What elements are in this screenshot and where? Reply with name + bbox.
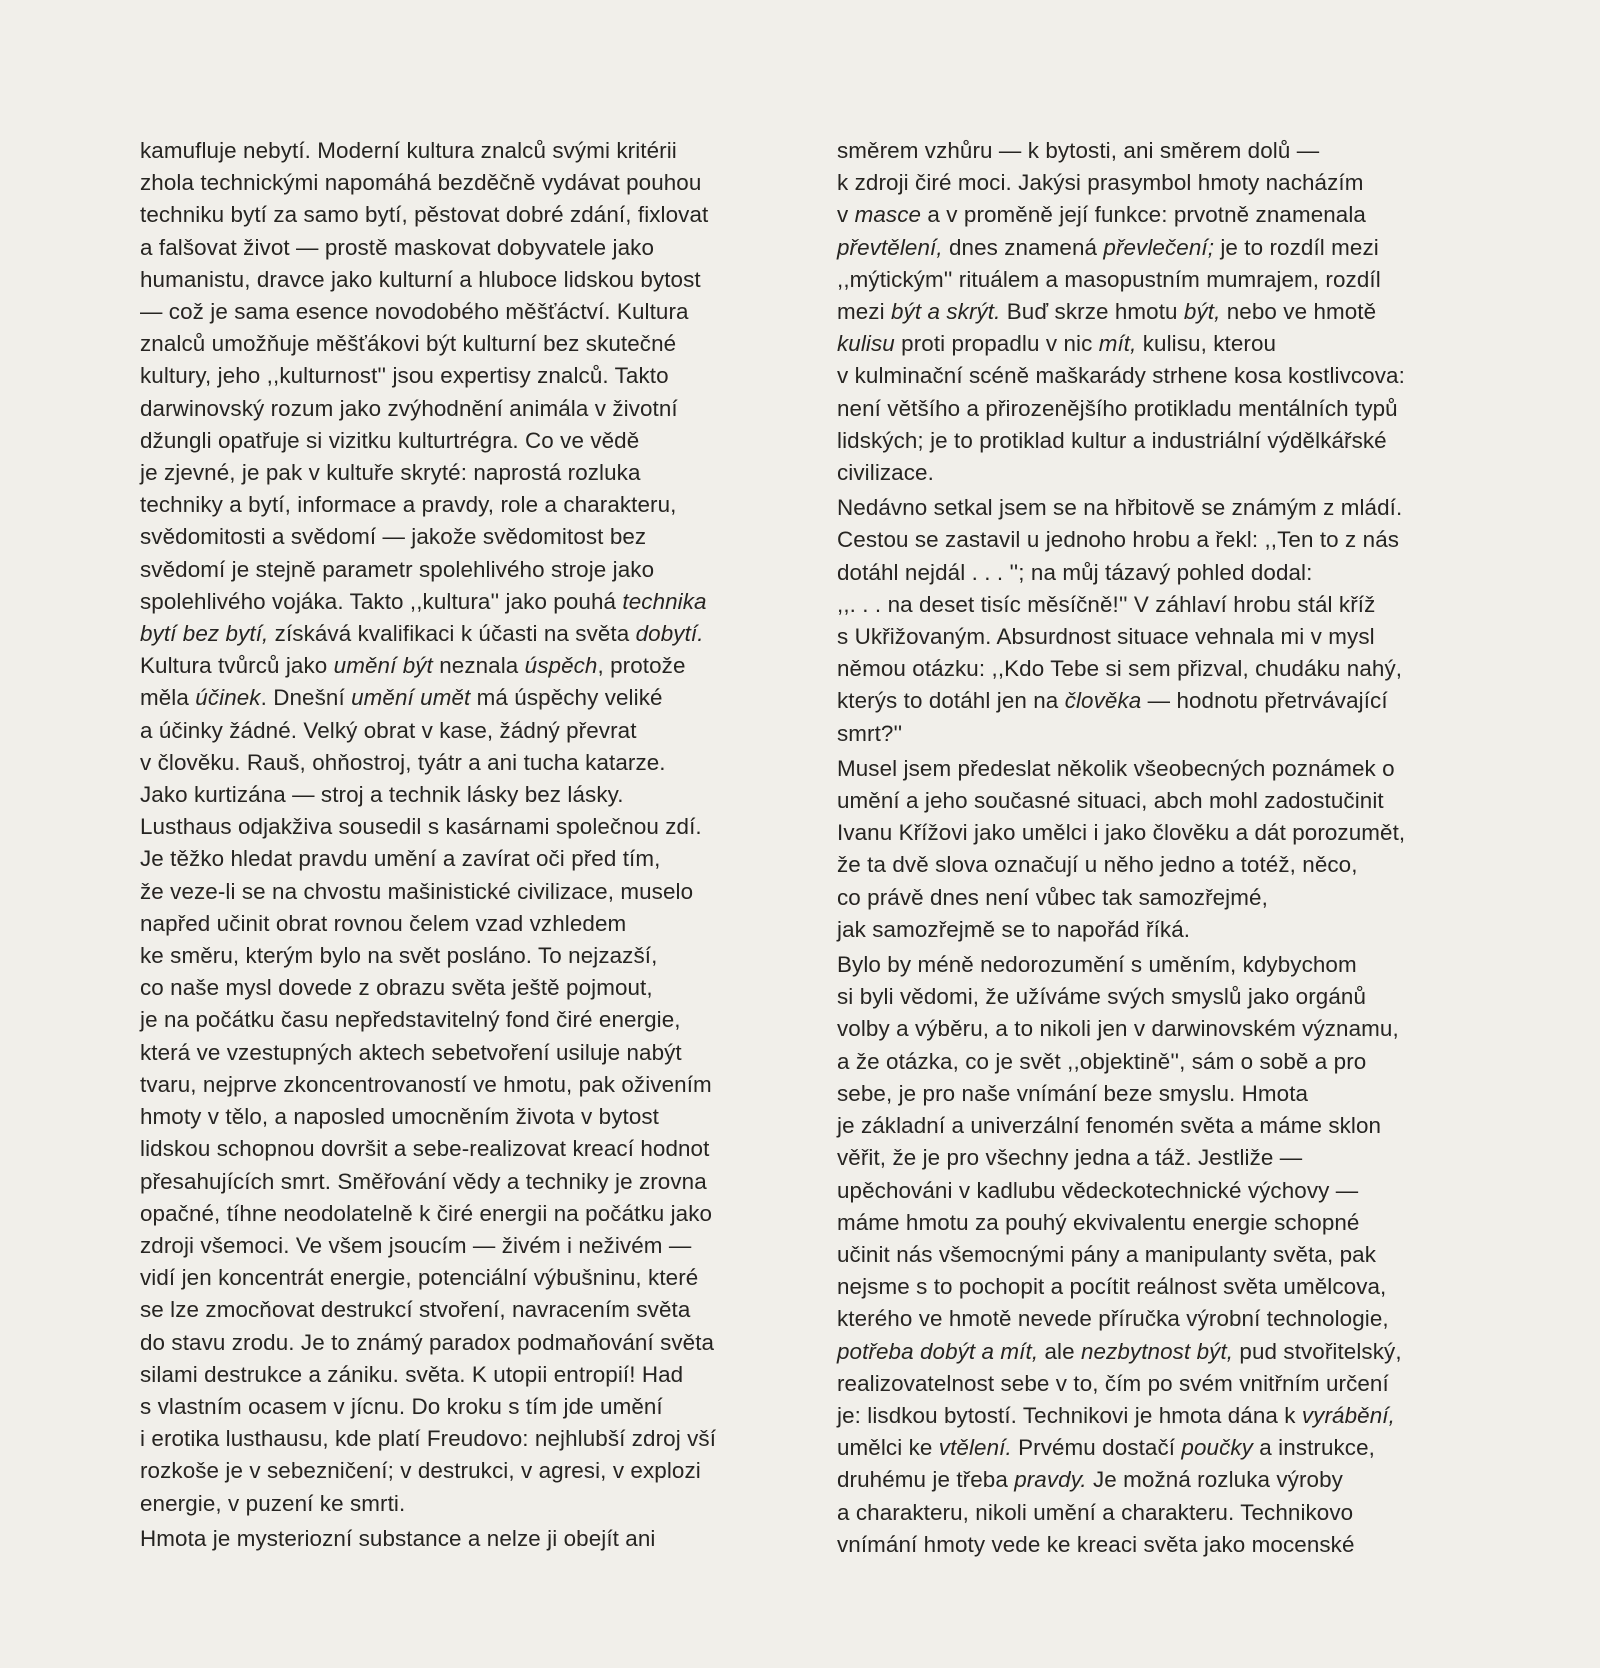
- text-line: [140, 554, 820, 586]
- text-segment: svědomí je stejně parametr spolehlivého stroje jako: [140, 556, 655, 582]
- italic-text: masce: [854, 202, 922, 228]
- text-segment: je základní a univerzální fenomén světa a máme sklon: [837, 1113, 1382, 1139]
- text-line: [837, 199, 1497, 231]
- italic-text: potřeba dobýt a mít,: [837, 1338, 1039, 1364]
- text-line: [837, 1303, 1497, 1335]
- text-segment: že veze-li se na chvostu mašinistické civilizace, muselo: [140, 878, 694, 904]
- text-segment: energie, v puzení ke smrti.: [140, 1490, 406, 1516]
- text-line: [837, 1142, 1497, 1174]
- text-line: [837, 457, 1497, 489]
- italic-text: být a skrýt.: [891, 299, 1001, 325]
- text-line: [140, 747, 820, 779]
- italic-text: být,: [1183, 299, 1221, 325]
- text-segment: Je možná rozluka výroby: [1086, 1467, 1343, 1493]
- text-segment: smrt?'': [837, 720, 903, 746]
- text-line: [140, 1391, 820, 1423]
- text-segment: lidských; je to protiklad kultur a industriální výdělkářské: [837, 427, 1387, 453]
- text-segment: v kulminační scéně maškarády strhene kosa kostlivcova:: [837, 363, 1405, 389]
- text-line: [837, 328, 1497, 360]
- text-segment: ,,mýtickým'' rituálem a masopustním mumrajem, rozdíl: [837, 266, 1381, 292]
- text-segment: svědomitosti a svědomí — jakože svědomitost bez: [140, 524, 647, 550]
- italic-text: bytí bez bytí,: [140, 621, 269, 647]
- text-segment: zhola technickými napomáhá bezděčně vydávat pouhou: [140, 170, 702, 196]
- text-line: [140, 1198, 820, 1230]
- text-line: [140, 1523, 820, 1555]
- text-line: [837, 1432, 1497, 1464]
- text-segment: vnímání hmoty vede ke kreaci světa jako mocenské: [837, 1531, 1355, 1557]
- text-line: [837, 817, 1497, 849]
- text-segment: v: [837, 202, 855, 228]
- text-line: [140, 811, 820, 843]
- text-segment: realizovatelnost sebe v to, čím po svém vnitřním určení: [837, 1370, 1389, 1396]
- text-line: [837, 753, 1497, 785]
- text-segment: Musel jsem předeslat několik všeobecných poznámek o: [837, 755, 1395, 781]
- text-segment: měla: [140, 685, 196, 711]
- text-line: [140, 1327, 820, 1359]
- text-line: [140, 1166, 820, 1198]
- text-line: [837, 492, 1497, 524]
- text-segment: je zjevné, je pak v kultuře skryté: naprostá rozluka: [140, 460, 641, 486]
- text-line: [140, 1488, 820, 1520]
- text-line: [140, 1069, 820, 1101]
- text-line: [837, 393, 1497, 425]
- text-segment: a falšovat život — prostě maskovat dobyvatele jako: [140, 234, 655, 260]
- text-line: [140, 940, 820, 972]
- text-segment: opačné, tíhne neodolatelně k čiré energii na počátku jako: [140, 1200, 713, 1226]
- text-line: [140, 972, 820, 1004]
- text-segment: si byli vědomi, že užíváme svých smyslů jako orgánů: [837, 984, 1366, 1010]
- italic-text: převlečení;: [1103, 234, 1215, 260]
- italic-text: úspěch: [524, 653, 598, 679]
- text-line: [837, 167, 1497, 199]
- text-line: [837, 1207, 1497, 1239]
- italic-text: nezbytnost být,: [1080, 1338, 1234, 1364]
- text-line: [140, 296, 820, 328]
- text-line: [140, 232, 820, 264]
- text-segment: jak samozřejmě se to napořád říká.: [837, 916, 1191, 942]
- text-segment: směrem vzhůru — k bytosti, ani směrem dolů —: [837, 138, 1320, 163]
- text-segment: a účinky žádné. Velký obrat v kase, žádný převrat: [140, 717, 637, 743]
- text-segment: a že otázka, co je svět ,,objektině'', sám o sobě a pro: [837, 1048, 1367, 1074]
- text-segment: získává kvalifikaci k účasti na světa: [268, 621, 636, 647]
- text-segment: kterého ve hmotě nevede příručka výrobní technologie,: [837, 1306, 1389, 1332]
- italic-text: kulisu: [837, 331, 895, 357]
- text-line: [837, 425, 1497, 457]
- paragraph: [837, 492, 1497, 750]
- right-text-column: [837, 135, 1497, 1561]
- text-segment: spolehlivého vojáka. Takto ,,kultura'' jako pouhá: [140, 588, 623, 614]
- text-line: [837, 524, 1497, 556]
- text-segment: s Ukřižovaným. Absurdnost situace vehnala mi v mysl: [837, 624, 1375, 650]
- text-segment: ale: [1038, 1338, 1081, 1364]
- text-line: [837, 621, 1497, 653]
- text-line: [837, 296, 1497, 328]
- text-segment: Bylo by méně nedorozumění s uměním, kdybychom: [837, 952, 1357, 978]
- paragraph: [140, 1523, 820, 1555]
- text-line: [140, 715, 820, 747]
- italic-text: umění být: [333, 653, 433, 679]
- text-segment: humanistu, dravce jako kulturní a hluboce lidskou bytost: [140, 266, 701, 292]
- text-line: [837, 718, 1497, 750]
- text-line: [837, 1529, 1497, 1561]
- text-line: [140, 328, 820, 360]
- text-line: [140, 1101, 820, 1133]
- text-line: [140, 425, 820, 457]
- text-segment: — což je sama esence novodobého měšťáctví. Kultura: [140, 299, 689, 325]
- text-line: [837, 1013, 1497, 1045]
- text-segment: silami destrukce a zániku. světa. K utopii entropií! Had: [140, 1361, 684, 1387]
- text-line: [140, 908, 820, 940]
- text-segment: znalců umožňuje měšťákovi být kulturní bez skutečné: [140, 331, 677, 357]
- text-segment: volby a výběru, a to nikoli jen v darwinovském významu,: [837, 1016, 1399, 1042]
- text-segment: Ivanu Křížovi jako umělci i jako člověku a dát porozumět,: [837, 820, 1406, 846]
- italic-text: vtělení.: [938, 1435, 1012, 1461]
- text-segment: hmoty v tělo, a naposled umocněním života v bytost: [140, 1104, 660, 1130]
- text-segment: Je těžko hledat pravdu umění a zavírat oči před tím,: [140, 846, 661, 872]
- italic-text: pravdy.: [1014, 1467, 1087, 1493]
- text-segment: kamufluje nebytí. Moderní kultura znalců svými kritérii: [140, 138, 677, 163]
- text-segment: sebe, je pro naše vnímání beze smyslu. Hmota: [837, 1080, 1309, 1106]
- text-segment: vidí jen koncentrát energie, potenciální výbušninu, které: [140, 1265, 699, 1291]
- text-segment: máme hmotu za pouhý ekvivalentu energie schopné: [837, 1209, 1360, 1235]
- text-line: [837, 135, 1497, 167]
- text-segment: Jako kurtizána — stroj a technik lásky bez lásky.: [140, 782, 624, 808]
- text-segment: že ta dvě slova označují u něho jedno a totéž, něco,: [837, 852, 1358, 878]
- text-segment: a instrukce,: [1252, 1435, 1375, 1461]
- text-segment: lidskou schopnou dovršit a sebe-realizovat kreací hodnot: [140, 1136, 710, 1162]
- text-line: [837, 685, 1497, 717]
- text-segment: dnes znamená: [942, 234, 1104, 260]
- text-line: [837, 1046, 1497, 1078]
- paragraph: [837, 949, 1497, 1561]
- text-line: [140, 1423, 820, 1455]
- italic-text: převtělení,: [837, 234, 943, 260]
- text-segment: je to rozdíl mezi: [1214, 234, 1379, 260]
- text-line: [140, 876, 820, 908]
- text-line: [140, 779, 820, 811]
- text-line: [140, 650, 820, 682]
- text-segment: co právě dnes není vůbec tak samozřejmé,: [837, 884, 1268, 910]
- paragraph: [140, 135, 820, 1520]
- text-line: [140, 843, 820, 875]
- text-segment: ke směru, kterým bylo na svět posláno. To nejzazší,: [140, 943, 658, 969]
- text-segment: techniky a bytí, informace a pravdy, role a charakteru,: [140, 492, 677, 518]
- text-line: [140, 1294, 820, 1326]
- text-line: [140, 1133, 820, 1165]
- text-line: [837, 914, 1497, 946]
- text-segment: se lze zmocňovat destrukcí stvoření, navracením světa: [140, 1297, 691, 1323]
- text-segment: kterýs to dotáhl jen na: [837, 688, 1065, 714]
- text-line: [837, 1464, 1497, 1496]
- text-segment: má úspěchy veliké: [470, 685, 663, 711]
- italic-text: vyrábění,: [1301, 1402, 1395, 1428]
- text-segment: nejsme s to pochopit a pocítit reálnost světa umělcova,: [837, 1274, 1387, 1300]
- text-segment: kultury, jeho ,,kulturnost'' jsou expertisy znalců. Takto: [140, 363, 669, 389]
- text-segment: k zdroji čiré moci. Jakýsi prasymbol hmoty nacházím: [837, 170, 1364, 196]
- text-line: [140, 264, 820, 296]
- italic-text: člověka: [1064, 688, 1142, 714]
- text-line: [140, 1037, 820, 1069]
- text-segment: upěchováni v kadlubu vědeckotechnické výchovy —: [837, 1177, 1359, 1203]
- text-segment: a v proměně její funkce: prvotně znamenala: [921, 202, 1366, 228]
- text-line: [140, 682, 820, 714]
- text-line: [140, 489, 820, 521]
- text-line: [837, 1497, 1497, 1529]
- text-line: [140, 618, 820, 650]
- text-segment: nebo ve hmotě: [1220, 299, 1377, 325]
- text-line: [140, 521, 820, 553]
- paragraph: [837, 135, 1497, 489]
- italic-text: mít,: [1098, 331, 1137, 357]
- text-segment: — hodnotu přetrvávající: [1141, 688, 1388, 714]
- text-line: [140, 1230, 820, 1262]
- text-segment: napřed učinit obrat rovnou čelem vzad vzhledem: [140, 910, 627, 936]
- text-line: [140, 586, 820, 618]
- text-line: [837, 1271, 1497, 1303]
- text-line: [140, 199, 820, 231]
- text-line: [837, 653, 1497, 685]
- text-segment: Buď skrze hmotu: [1000, 299, 1184, 325]
- text-line: [837, 589, 1497, 621]
- text-segment: která ve vzestupných aktech sebetvoření usiluje nabýt: [140, 1039, 682, 1065]
- italic-text: účinek: [195, 685, 261, 711]
- text-line: [837, 232, 1497, 264]
- text-line: [837, 882, 1497, 914]
- text-segment: kulisu, kterou: [1136, 331, 1277, 357]
- text-segment: Lusthaus odjakživa sousedil s kasárnami společnou zdí.: [140, 814, 702, 840]
- text-line: [837, 785, 1497, 817]
- text-line: [837, 1110, 1497, 1142]
- text-segment: neznala: [432, 653, 525, 679]
- text-segment: . Dnešní: [260, 685, 352, 711]
- text-line: [140, 393, 820, 425]
- text-line: [140, 1455, 820, 1487]
- text-segment: němou otázku: ,,Kdo Tebe si sem přizval, chudáku nahý,: [837, 656, 1403, 682]
- text-line: [837, 1336, 1497, 1368]
- text-segment: a charakteru, nikoli umění a charakteru. Technikovo: [837, 1499, 1354, 1525]
- text-segment: Prvému dostačí: [1011, 1435, 1182, 1461]
- text-line: [140, 167, 820, 199]
- text-segment: je na počátku času nepředstavitelný fond čiré energie,: [140, 1007, 681, 1033]
- text-segment: tvaru, nejprve zkoncentrovaností ve hmotu, pak oživením: [140, 1071, 712, 1097]
- text-segment: přesahujících smrt. Směřování vědy a techniky je zrovna: [140, 1168, 707, 1194]
- text-segment: není většího a přirozenějšího protikladu mentálních typů: [837, 395, 1398, 421]
- text-segment: pud stvořitelský,: [1233, 1338, 1402, 1364]
- text-line: [837, 1175, 1497, 1207]
- text-line: [837, 981, 1497, 1013]
- text-segment: umění a jeho současné situaci, abch mohl zadostučinit: [837, 788, 1384, 814]
- text-segment: rozkoše je v sebezničení; v destrukci, v agresi, v explozi: [140, 1458, 701, 1484]
- text-segment: civilizace.: [837, 460, 934, 486]
- text-line: [837, 949, 1497, 981]
- text-segment: Hmota je mysteriozní substance a nelze ji obejít ani: [140, 1525, 656, 1551]
- text-line: [140, 135, 820, 167]
- text-line: [140, 360, 820, 392]
- text-line: [140, 1262, 820, 1294]
- text-segment: mezi: [837, 299, 891, 325]
- text-segment: je: lisdkou bytostí. Technikovi je hmota dána k: [837, 1402, 1302, 1428]
- text-segment: darwinovský rozum jako zvýhodnění animála v životní: [140, 395, 678, 421]
- text-segment: co naše mysl dovede z obrazu světa ještě pojmout,: [140, 975, 653, 1001]
- text-segment: v člověku. Rauš, ohňostroj, tyátr a ani tucha katarze.: [140, 749, 666, 775]
- text-segment: Nedávno setkal jsem se na hřbitově se známým z mládí.: [837, 495, 1403, 521]
- text-segment: dotáhl nejdál . . . ''; na můj tázavý pohled dodal:: [837, 559, 1313, 585]
- text-segment: ,,. . . na deset tisíc měsíčně!'' V záhlaví hrobu stál kříž: [837, 591, 1376, 617]
- italic-text: umění umět: [351, 685, 471, 711]
- text-line: [140, 1359, 820, 1391]
- text-line: [140, 1004, 820, 1036]
- text-line: [140, 457, 820, 489]
- text-segment: proti propadlu v nic: [894, 331, 1099, 357]
- text-segment: s vlastním ocasem v jícnu. Do kroku s tím jde umění: [140, 1393, 663, 1419]
- text-line: [837, 849, 1497, 881]
- text-segment: i erotika lusthausu, kde platí Freudovo: nejhlubší zdroj vší: [140, 1426, 717, 1452]
- paragraph: [837, 753, 1497, 946]
- text-segment: druhému je třeba: [837, 1467, 1015, 1493]
- text-line: [837, 264, 1497, 296]
- text-segment: věřit, že je pro všechny jedna a táž. Jestliže —: [837, 1145, 1303, 1171]
- text-segment: , protože: [597, 653, 686, 679]
- text-line: [837, 1368, 1497, 1400]
- italic-text: dobytí.: [635, 621, 704, 647]
- text-line: [837, 360, 1497, 392]
- text-segment: zdroji všemoci. Ve všem jsoucím — živém i neživém —: [140, 1232, 692, 1258]
- text-segment: Kultura tvůrců jako: [140, 653, 334, 679]
- text-line: [837, 557, 1497, 589]
- italic-text: technika: [622, 588, 707, 614]
- text-segment: učinit nás všemocnými pány a manipulanty světa, pak: [837, 1241, 1377, 1267]
- text-segment: Cestou se zastavil u jednoho hrobu a řekl: ,,Ten to z nás: [837, 527, 1400, 553]
- italic-text: poučky: [1181, 1435, 1253, 1461]
- text-segment: techniku bytí za samo bytí, pěstovat dobré zdání, fixlovat: [140, 202, 709, 228]
- text-line: [837, 1078, 1497, 1110]
- text-segment: umělci ke: [837, 1435, 939, 1461]
- text-segment: do stavu zrodu. Je to známý paradox podmaňování světa: [140, 1329, 715, 1355]
- text-segment: džungli opatřuje si vizitku kulturtrégra. Co ve vědě: [140, 427, 640, 453]
- left-text-column: [140, 135, 820, 1555]
- text-line: [837, 1239, 1497, 1271]
- text-line: [837, 1400, 1497, 1432]
